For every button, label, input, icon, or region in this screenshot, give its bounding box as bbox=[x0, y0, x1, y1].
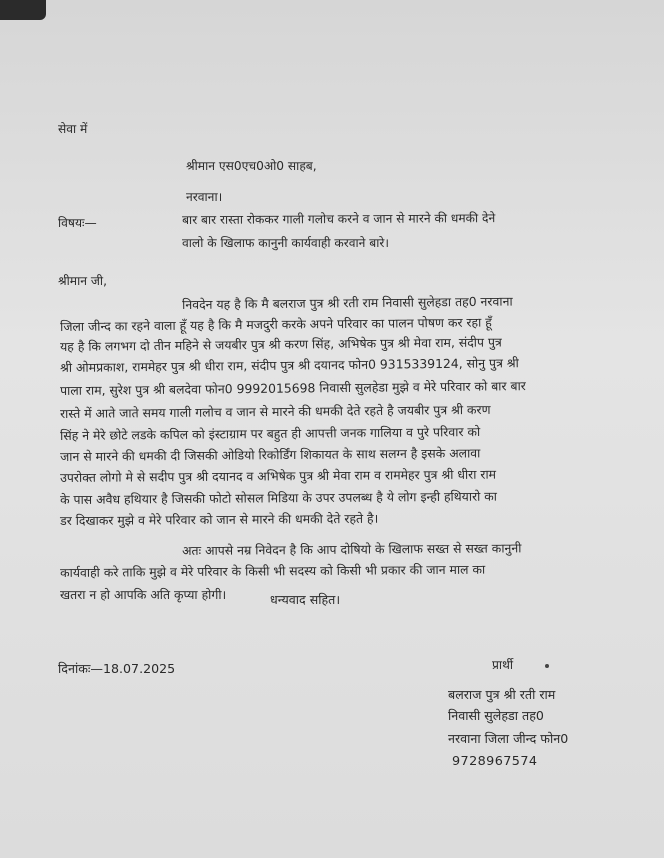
address: श्रीमान जी, bbox=[58, 274, 107, 288]
signature-line: निवासी सुलेहडा तह0 bbox=[448, 708, 544, 723]
request-line: कार्यवाही करे ताकि मुझे व मेरे परिवार के किसी भी सदस्य को किसी भी प्रकार की जान माल का bbox=[60, 561, 486, 580]
body-line: जान से मारने की धमकी दी जिसकी ओडियो रिकोर्डिंग शिकायत के साथ सलग्न है इसके अलावा bbox=[60, 445, 481, 464]
signature-line: नरवाना जिला जीन्द फोन0 bbox=[448, 731, 569, 746]
body-line: श्री ओमप्रकाश, राममेहर पुत्र श्री धीरा राम, संदीप पुत्र श्री दयानद फोन0 9315339124, सोनु पुत्र श्री bbox=[60, 355, 519, 375]
closing-thanks: धन्यवाद सहित। bbox=[270, 592, 341, 607]
request-line: खतरा न हो आपकि अति कृप्या होगी। bbox=[60, 587, 227, 602]
body-line: यह है कि लगभग दो तीन महिने से जयबीर पुत्र श्री करण सिंह, अभिषेक पुत्र श्री मेवा राम, संदीप पुत्र bbox=[60, 334, 502, 354]
body-line: के पास अवैध हथियार है जिसकी फोटो सोसल मिडिया के उपर उपलब्ध है ये लोग इन्ही हथियारो का bbox=[60, 488, 498, 507]
subject-line: वालो के खिलाफ कानुनी कार्यवाही करवाने बारे। bbox=[182, 236, 390, 250]
body-line: रास्ते में आते जाते समय गाली गलोच व जान से मारने की धमकी देते रहते है जयबीर पुत्र श्री करण bbox=[60, 401, 491, 421]
ink-dot bbox=[545, 664, 549, 668]
signature-line: बलराज पुत्र श्री रती राम bbox=[448, 687, 556, 702]
body-line: डर दिखाकर मुझे व मेरे परिवार को जान से मारने की धमकी देते रहते है। bbox=[60, 510, 379, 528]
recipient: श्रीमान एस0एच0ओ0 साहब, bbox=[186, 159, 317, 173]
body-line: निवदेन यह है कि मै बलराज पुत्र श्री रती राम निवासी सुलेहडा तह0 नरवाना bbox=[182, 293, 513, 312]
request-line: अतः आपसे नम्र निवेदन है कि आप दोषियो के खिलाफ सख्त से सख्त कानुनी bbox=[182, 540, 522, 558]
date: दिनांकः—18.07.2025 bbox=[58, 661, 176, 676]
body-line: सिंह ने मेरे छोटे लडके कपिल को इंस्टाग्राम पर बहुत ही आपत्ती जनक गालिया व पुरे परिवार को bbox=[60, 423, 481, 443]
body-line: पाला राम, सुरेश पुत्र श्री बलदेवा फोन0 9992015698 निवासी सुलहेडा मुझे व मेरे परिवार को बार बार bbox=[60, 378, 526, 398]
subject-label: विषयः— bbox=[58, 216, 97, 230]
place: नरवाना। bbox=[186, 190, 223, 204]
salutation: सेवा में bbox=[58, 122, 88, 136]
phone-number: 9728967574 bbox=[452, 754, 538, 769]
subject-line: बार बार रास्ता रोककर गाली गलोच करने व जान से मारने की धमकी देने bbox=[182, 211, 496, 227]
applicant-label: प्रार्थी bbox=[492, 658, 514, 672]
body-line: जिला जीन्द का रहने वाला हूँ यह है कि मै मजदुरी करके अपने परिवार का पालन पोषण कर रहा हूँ bbox=[60, 314, 492, 334]
body-line: उपरोक्त लोगो मे से सदीप पुत्र श्री दयानद व अभिषेक पुत्र श्री मेवा राम व राममेहर पुत्र श्री धीरा राम bbox=[60, 466, 497, 485]
photo-edge-shadow bbox=[0, 0, 46, 20]
